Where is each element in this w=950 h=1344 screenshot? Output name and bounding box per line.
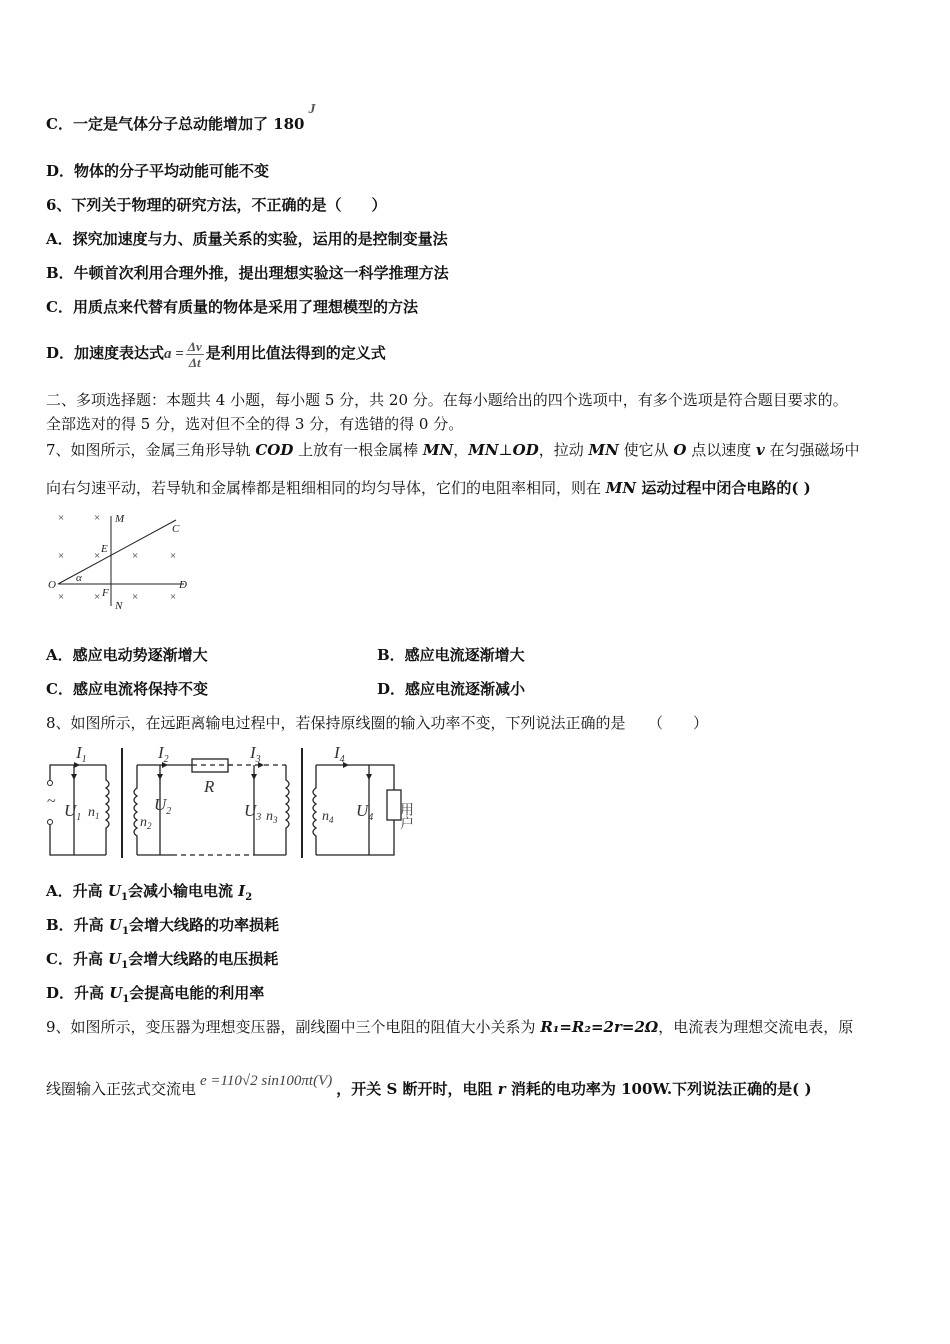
- q8-text: 会增大线路的电压损耗: [128, 950, 279, 968]
- q7-figure: [44, 506, 194, 614]
- q8-text: B．升高: [46, 916, 109, 934]
- q5-option-c-text: C．一定是气体分子总动能增加了 180: [46, 115, 305, 133]
- label-u4: $U_4$: [356, 801, 374, 823]
- label-user: 用户: [398, 802, 414, 830]
- label-n2: $n_2$: [140, 815, 152, 831]
- arrow: [251, 774, 257, 780]
- q5-option-c-unit: J: [308, 102, 316, 117]
- q8-option-b: [46, 915, 279, 942]
- q6-formula-fraction: [186, 339, 204, 370]
- label-n: N: [115, 600, 123, 612]
- q8-option-a: [46, 881, 252, 908]
- q7-option-d: D．感应电流逐渐减小: [377, 680, 526, 698]
- label-alpha: α: [76, 572, 82, 584]
- q7-text: 向右匀速平动，若导轨和金属棒都是粗细相同的均匀导体，它们的电阻率相同，则在: [46, 479, 606, 497]
- label-n1: $n_1$: [88, 805, 100, 821]
- q7-o: O: [673, 441, 687, 459]
- q9-stem-line2: [46, 1074, 812, 1105]
- label-u2: $U_2$: [154, 795, 172, 817]
- q7-stem-line1: [46, 440, 860, 460]
- q6-formula-numerator: Δv: [187, 338, 202, 354]
- q6-formula-denominator: Δt: [188, 354, 201, 370]
- q7-text: 使它从: [618, 441, 674, 459]
- label-d: D: [179, 579, 187, 591]
- cross-mark: ×: [58, 512, 65, 524]
- q8-u: U: [108, 950, 122, 968]
- q9-text: ，开关 S 断开时，电阻: [336, 1080, 498, 1098]
- label-i4: $I_4$: [334, 743, 345, 765]
- q6-formula-a: a =: [164, 346, 184, 362]
- q7-mn: MN: [605, 479, 637, 497]
- cross-mark: ×: [58, 550, 65, 562]
- q7-text: 上放有一根金属棒: [293, 441, 423, 459]
- q8-u: U: [108, 916, 122, 934]
- q7-option-b: B．感应电流逐渐增大: [377, 646, 525, 664]
- q7-option-c: C．感应电流将保持不变: [46, 680, 208, 698]
- q8-text: 会增大线路的功率损耗: [128, 916, 279, 934]
- q6-option-c: C．用质点来代替有质量的物体是采用了理想模型的方法: [46, 298, 418, 316]
- q6-stem: 6、下列关于物理的研究方法，不正确的是（ ）: [46, 196, 387, 214]
- q8-i: I: [238, 882, 246, 900]
- q8-sub: 1: [122, 994, 130, 1005]
- terminal: [48, 820, 53, 825]
- terminal: [48, 781, 53, 786]
- label-o: O: [48, 579, 56, 591]
- label-i1: $I_1$: [76, 743, 87, 765]
- q8-text: 会减小输电电流: [127, 882, 239, 900]
- label-e: E: [101, 543, 108, 555]
- arrow: [157, 774, 163, 780]
- label-f: F: [102, 587, 109, 599]
- q7-cod: COD: [255, 441, 294, 459]
- label-c: C: [172, 523, 180, 535]
- coil-n3: [286, 765, 289, 855]
- q9-stem-line1: [46, 1017, 853, 1037]
- q7-mn: MN: [422, 441, 454, 459]
- q7-text: 运动过程中闭合电路的( ): [636, 479, 811, 497]
- section2-line1: 二、多项选择题：本题共 4 小题，每小题 5 分，共 20 分。在每小题给出的四个选项中，有多个选项是符合题目要求的。: [46, 391, 848, 409]
- q7-option-a: A．感应电动势逐渐增大: [46, 646, 208, 664]
- q7-text: 在匀强磁场中: [764, 441, 860, 459]
- q6-option-d-prefix: D．加速度表达式: [46, 344, 165, 362]
- q7-text: 7、如图所示，金属三角形导轨: [46, 441, 256, 459]
- cross-mark: ×: [94, 591, 101, 603]
- arrow: [74, 762, 80, 768]
- q7-od: OD: [512, 441, 539, 459]
- wire: [50, 765, 106, 780]
- q9-formula: e =110√2 sin100πt(V): [200, 1073, 333, 1089]
- ac-source-symbol: ~: [47, 793, 56, 810]
- q6-option-d-suffix: 是利用比值法得到的定义式: [205, 344, 386, 362]
- label-r: R: [204, 777, 215, 796]
- q9-text: 线圈输入正弦式交流电: [46, 1080, 197, 1098]
- cross-mark: ×: [94, 550, 101, 562]
- q8-sub: 2: [245, 892, 253, 903]
- q7-perp: ⊥: [498, 441, 513, 459]
- cross-mark: ×: [58, 591, 65, 603]
- cross-mark: ×: [132, 550, 139, 562]
- q8-option-d: [46, 983, 264, 1010]
- label-i3: $I_3$: [250, 743, 261, 765]
- q6-option-b: B．牛顿首次利用合理外推，提出理想实验这一科学推理方法: [46, 264, 449, 282]
- q8-text: A．升高: [46, 882, 108, 900]
- q6-option-a: A．探究加速度与力、质量关系的实验，运用的是控制变量法: [46, 230, 448, 248]
- q9-text: 消耗的电功率为 100W.下列说法正确的是( ): [505, 1080, 812, 1098]
- wire: [316, 765, 394, 790]
- q7-text: ，: [453, 441, 469, 459]
- q8-u: U: [107, 882, 121, 900]
- q8-text: C．升高: [46, 950, 109, 968]
- q9-resistance-expr: R₁=R₂=2r=2Ω: [540, 1018, 659, 1036]
- q8-option-c: [46, 949, 278, 976]
- wire: [50, 825, 106, 855]
- cross-mark: ×: [170, 550, 177, 562]
- cross-mark: ×: [94, 512, 101, 524]
- coil-n2: [134, 765, 137, 855]
- q9-text: 9、如图所示，变压器为理想变压器，副线圈中三个电阻的阻值大小关系为: [46, 1018, 541, 1036]
- coil-n4: [313, 765, 316, 855]
- q9-r: r: [497, 1080, 506, 1098]
- q7-v: v: [756, 441, 765, 459]
- label-m: M: [115, 513, 125, 525]
- q7-mn: MN: [468, 441, 499, 459]
- arrow: [71, 774, 77, 780]
- q5-option-d: D．物体的分子平均动能可能不变: [46, 162, 270, 180]
- q7-text: ，拉动: [538, 441, 589, 459]
- q8-text: D．升高: [46, 984, 110, 1002]
- label-n4: $n_4$: [322, 809, 334, 825]
- wire: [316, 820, 394, 855]
- arrow: [366, 774, 372, 780]
- q9-text: ，电流表为理想交流电表，原: [658, 1018, 854, 1036]
- label-i2: $I_2$: [158, 743, 169, 765]
- label-u3: $U_3$: [244, 801, 262, 823]
- section2-line2: 全部选对的得 5 分，选对但不全的得 3 分，有选错的得 0 分。: [46, 415, 464, 433]
- q8-sub: 1: [121, 960, 129, 971]
- q8-text: 会提高电能的利用率: [129, 984, 265, 1002]
- coil-n1: [106, 765, 109, 855]
- q8-sub: 1: [122, 926, 129, 937]
- q7-text: 点以速度: [686, 441, 757, 459]
- cross-mark: ×: [132, 591, 139, 603]
- cross-mark: ×: [170, 591, 177, 603]
- q8-u: U: [109, 984, 123, 1002]
- q6-option-d: [46, 334, 386, 373]
- q5-option-c: [46, 102, 316, 136]
- label-n3: $n_3$: [266, 809, 278, 825]
- q7-stem-line2: [46, 478, 811, 498]
- q8-sub: 1: [120, 892, 128, 903]
- q8-circuit-figure: [44, 740, 434, 862]
- q8-stem: 8、如图所示，在远距离输电过程中，若保持原线圈的输入功率不变，下列说法正确的是 （ ）: [46, 714, 709, 732]
- label-u1: $U_1$: [64, 801, 82, 823]
- q7-mn: MN: [588, 441, 619, 459]
